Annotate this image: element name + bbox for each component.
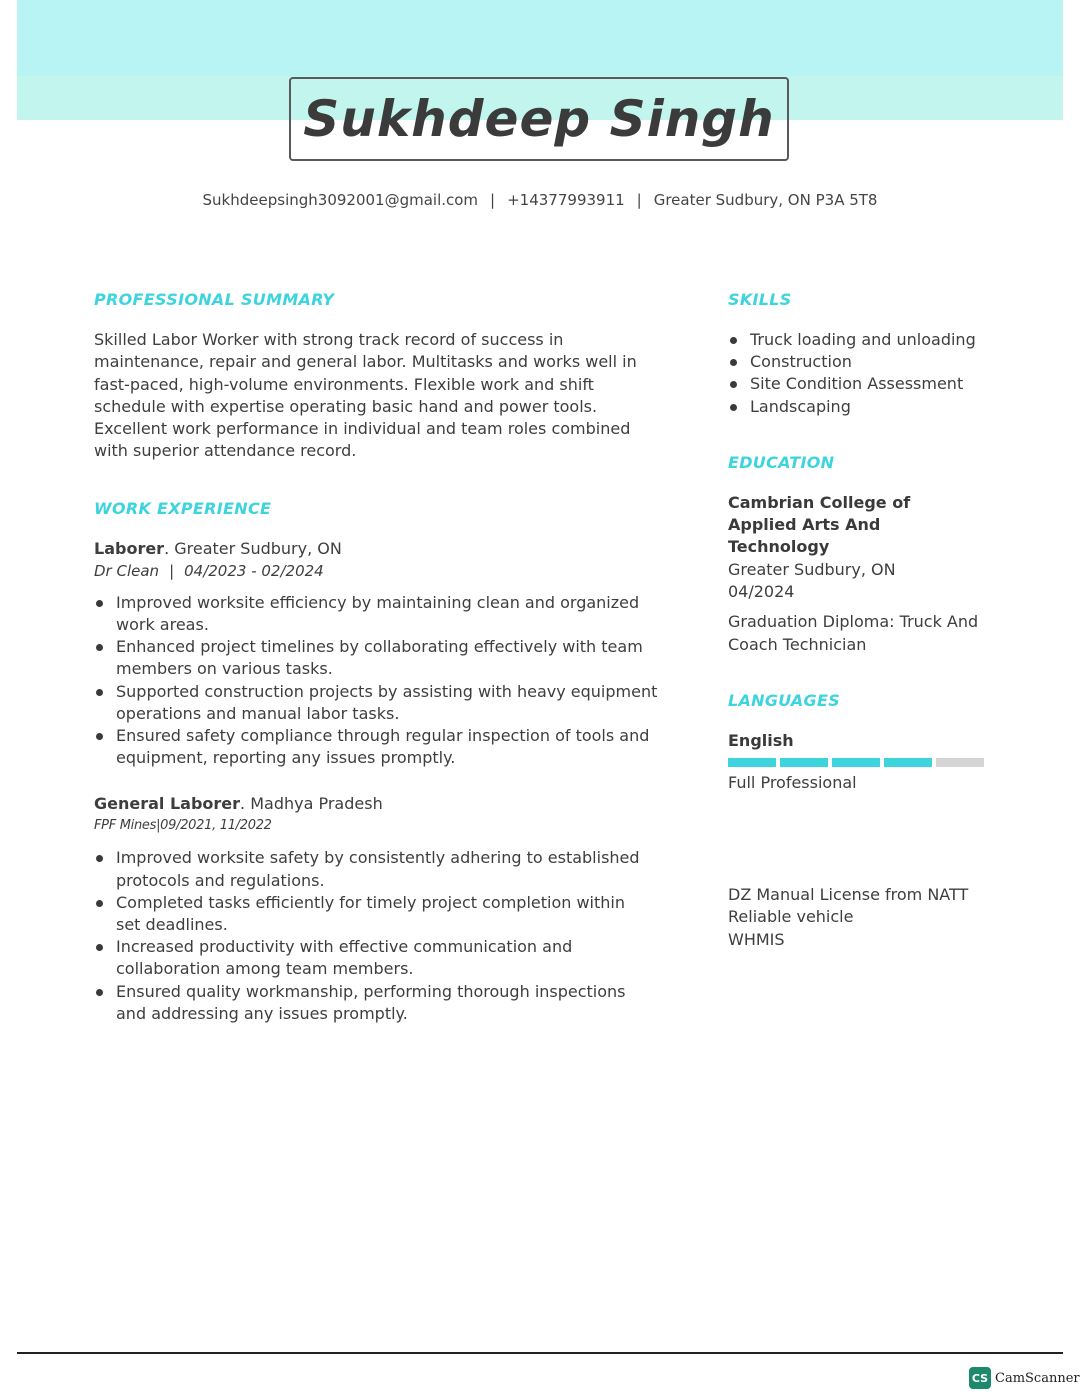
list-item: Supported construction projects by assisting with heavy equipment operations and manual labor tasks. — [94, 681, 659, 725]
skills-title: SKILLS — [728, 290, 792, 309]
job-place: . Madhya Pradesh — [240, 794, 383, 814]
job-role: Laborer — [94, 538, 165, 558]
language-level-segment-filled — [780, 758, 828, 767]
list-item: Construction — [728, 351, 1028, 373]
job-separator: | — [156, 818, 161, 834]
job-bullets — [94, 592, 659, 770]
education-school: Cambrian College of Applied Arts And Technology — [728, 492, 911, 557]
language-level-segment-filled — [728, 758, 776, 767]
camscanner-watermark — [969, 1367, 1080, 1389]
language-level-segment-filled — [884, 758, 932, 767]
name-box — [289, 77, 789, 161]
education-location: Greater Sudbury, ON — [728, 559, 896, 579]
education-program: Graduation Diploma: Truck And Coach Technician — [728, 612, 979, 654]
candidate-name: Sukhdeep Singh — [303, 90, 775, 148]
languages-title: LANGUAGES — [728, 690, 841, 710]
list-item: Truck loading and unloading — [728, 329, 1028, 351]
contact-line — [0, 191, 1080, 209]
experience-title: WORK EXPERIENCE — [94, 498, 272, 518]
contact-email: Sukhdeepsingh3092001@gmail.com — [202, 191, 479, 209]
list-item: Reliable vehicle — [728, 907, 854, 927]
job-dates: 09/2021, 11/2022 — [160, 818, 272, 834]
list-item: Improved worksite efficiency by maintaining clean and organized work areas. — [94, 592, 659, 636]
list-item: Increased productivity with effective communication and collaboration among team members. — [94, 936, 649, 980]
skills-list — [728, 329, 1028, 418]
language-level-segment-empty — [936, 758, 984, 767]
job-heading — [94, 793, 674, 815]
contact-separator: | — [490, 191, 496, 209]
list-item: Completed tasks efficiently for timely project completion within set deadlines. — [94, 892, 649, 936]
job-meta — [94, 815, 674, 837]
extras-list — [728, 884, 1028, 951]
list-item: WHMIS — [728, 929, 785, 949]
right-column — [728, 290, 1028, 951]
contact-phone: +14377993911 — [507, 191, 625, 209]
education-title: EDUCATION — [728, 452, 835, 472]
list-item: Site Condition Assessment — [728, 373, 1028, 395]
job-employer: FPF Mines — [94, 818, 157, 834]
summary-title: PROFESSIONAL SUMMARY — [94, 290, 335, 309]
left-column — [94, 290, 674, 1025]
footer-divider — [17, 1352, 1063, 1354]
job-role: General Laborer — [94, 794, 241, 814]
language-name: English — [728, 730, 794, 750]
camscanner-logo-icon: CS — [969, 1367, 991, 1389]
language-level-label: Full Professional — [728, 772, 857, 792]
job-separator: | — [169, 561, 175, 580]
list-item: Improved worksite safety by consistently adhering to established protocols and regulations. — [94, 847, 649, 891]
summary-text: Skilled Labor Worker with strong track record of success in maintenance, repair and general labor. Multitasks and works well in fast-paced, high-volume environments. Flexible work and shift schedule with expertise operating basic hand and power tools. Excellent work performance in individual and team roles combined with superior attendance record. — [94, 330, 637, 461]
job-entry — [94, 538, 674, 770]
camscanner-brand: CamScanner — [995, 1370, 1080, 1386]
contact-separator: | — [636, 191, 642, 209]
language-level-segment-filled — [832, 758, 880, 767]
job-employer: Dr Clean — [94, 561, 160, 580]
list-item: Landscaping — [728, 396, 1028, 418]
job-bullets — [94, 847, 649, 1025]
job-entry — [94, 793, 674, 1025]
job-heading — [94, 538, 674, 560]
list-item: Enhanced project timelines by collaborating effectively with team members on various tasks. — [94, 636, 659, 680]
job-place: . Greater Sudbury, ON — [164, 538, 342, 558]
job-meta — [94, 560, 674, 582]
list-item: DZ Manual License from NATT — [728, 885, 969, 905]
list-item: Ensured safety compliance through regular inspection of tools and equipment, reporting any issues promptly. — [94, 725, 659, 769]
job-dates: 04/2023 - 02/2024 — [184, 561, 324, 580]
education-date: 04/2024 — [728, 582, 795, 601]
contact-location: Greater Sudbury, ON P3A 5T8 — [653, 191, 878, 209]
list-item: Ensured quality workmanship, performing thorough inspections and addressing any issues promptly. — [94, 981, 649, 1025]
language-level-bar — [728, 758, 1028, 767]
